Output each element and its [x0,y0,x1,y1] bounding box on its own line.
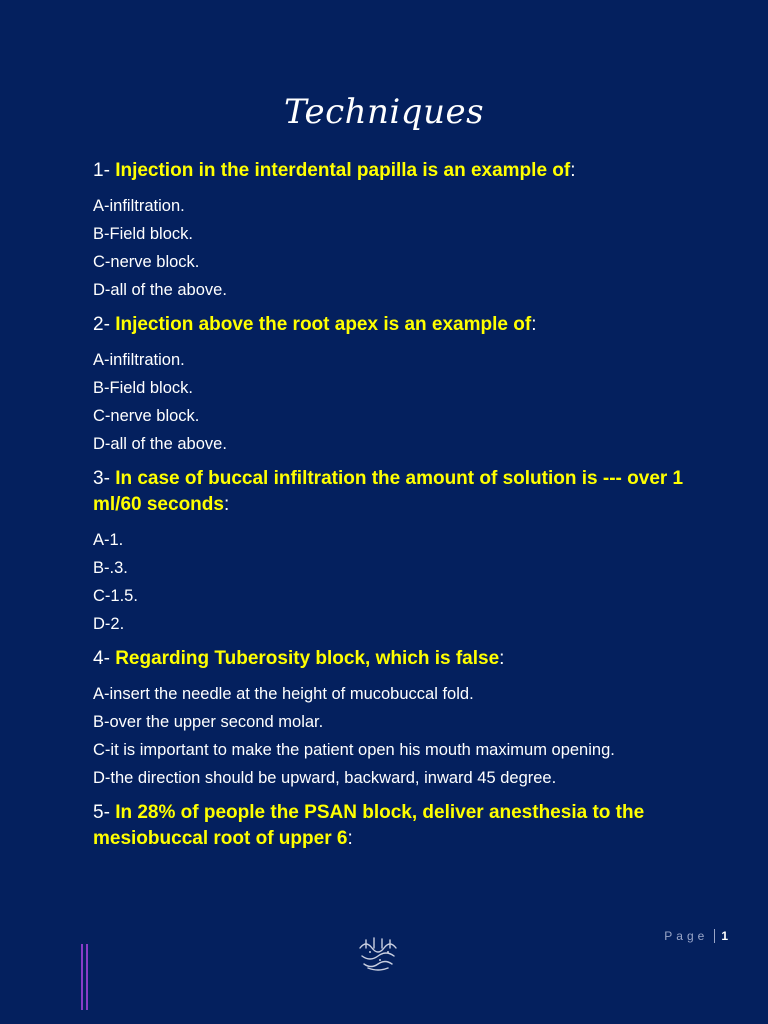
answer-option: D-2. [93,615,125,633]
answer-option: C-nerve block. [93,253,200,271]
question-number: 4- [93,648,116,669]
answer-option: A-1. [93,531,124,549]
answer-option: C-nerve block. [93,407,200,425]
decorative-bars-icon [81,944,91,1010]
question-text: In 28% of people the PSAN block, deliver anesthesia to the mesiobuccal root of upper 6 [93,802,645,849]
answer-option: B-over the upper second molar. [93,713,324,731]
question-heading [93,464,693,522]
question-colon: : [347,828,353,849]
answer-option: A-insert the needle at the height of mucobuccal fold. [93,685,474,703]
question-1 [93,156,693,300]
question-5 [93,798,693,856]
answer-option: D-all of the above. [93,281,227,299]
question-colon: : [531,314,537,335]
page-label: Page [664,929,715,943]
answer-option: A-infiltration. [93,351,185,369]
page-number: 1 [721,929,728,943]
question-number: 3- [93,468,116,489]
question-heading [93,156,693,188]
answer-option: B-.3. [93,559,128,577]
question-heading [93,798,693,856]
question-4 [93,644,693,788]
question-list [93,156,693,866]
question-text: Regarding Tuberosity block, which is false [115,648,500,669]
page-title: Techniques [283,92,485,132]
page-footer [664,929,728,943]
question-heading [93,310,693,342]
answer-option: C-it is important to make the patient open his mouth maximum opening. [93,741,615,759]
answer-option: D-the direction should be upward, backward, inward 45 degree. [93,769,557,787]
answer-option: B-Field block. [93,225,193,243]
question-2 [93,310,693,454]
question-text: Injection in the interdental papilla is an example of [115,160,571,181]
question-3 [93,464,693,634]
answer-option: C-1.5. [93,587,138,605]
question-number: 5- [93,802,116,823]
answer-option: A-infiltration. [93,197,185,215]
question-colon: : [499,648,505,669]
answer-option: B-Field block. [93,379,193,397]
question-colon: : [570,160,576,181]
question-number: 1- [93,160,116,181]
arabic-calligraphy-icon [356,934,400,972]
question-number: 2- [93,314,116,335]
question-text: Injection above the root apex is an example of [115,314,532,335]
question-colon: : [223,494,230,515]
question-heading [93,644,693,676]
answer-option: D-all of the above. [93,435,227,453]
question-text: In case of buccal infiltration the amount of solution is --- over 1 ml/60 seconds [93,468,684,515]
